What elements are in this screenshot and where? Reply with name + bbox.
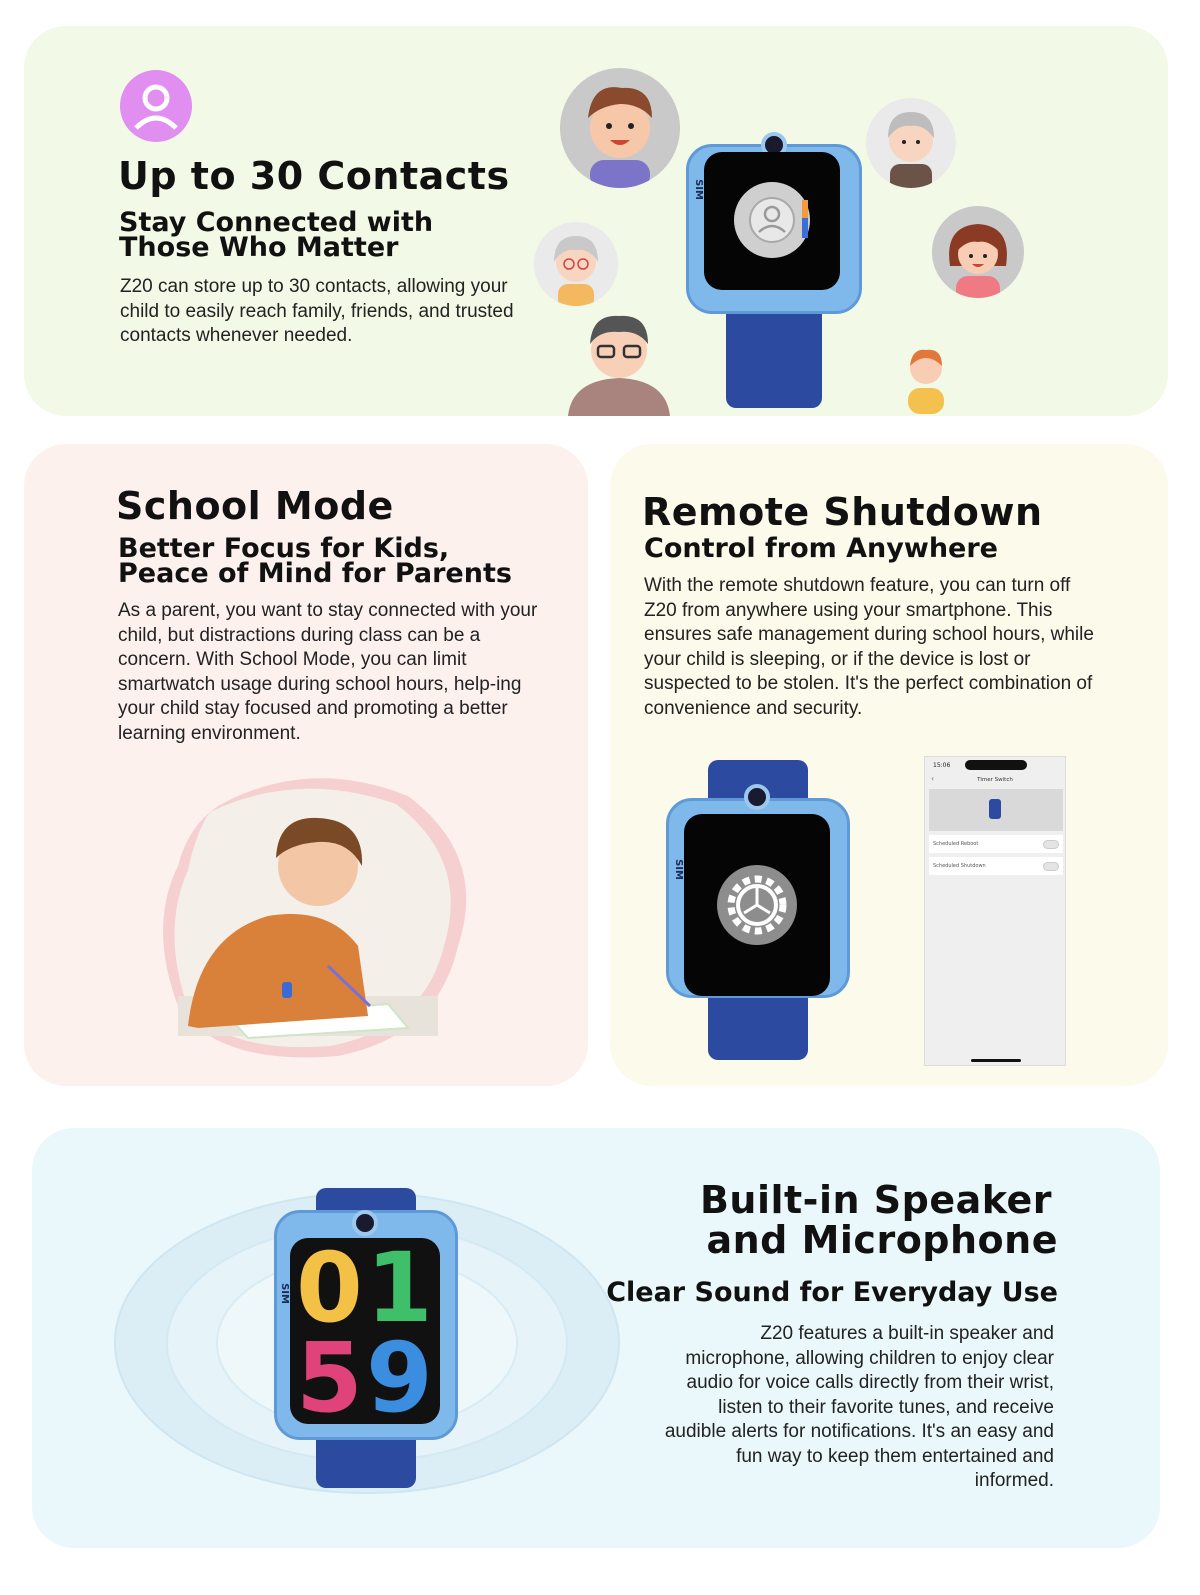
speaker-subtitle: Clear Sound for Everyday Use [606,1277,1058,1308]
scheduled-shutdown-label: Scheduled Shutdown [933,863,986,869]
phone-dynamic-island [965,760,1027,770]
phone-screenshot [924,756,1066,1066]
school-mode-subtitle: Better Focus for Kids, Peace of Mind for Parents [118,533,512,589]
school-mode-body: As a parent, you want to stay connected with your child, but distractions during class can be a concern. With School Mode, you can limit smartwatch usage during school hours, help-ing your child stay focused and promoting a better learning environment. [118,600,538,744]
speaker-title-line2: and Microphone [706,1218,1058,1262]
school-mode-title: School Mode [116,484,394,528]
clock-digit-4: 9 [366,1322,433,1424]
phone-watch-preview [929,789,1063,831]
contacts-title: Up to 30 Contacts [118,154,510,198]
user-circle-icon [120,70,192,142]
grandpa-avatar [564,308,674,416]
clock-digit-2: 1 [366,1238,433,1344]
speaker-card [32,1128,1160,1548]
clock-digit-1: 0 [296,1238,363,1344]
contact-profile-icon [732,180,812,260]
watch-sim-label: SIM [278,1283,290,1304]
speaker-body: Z20 features a built-in speaker and microphone, allowing children to enjoy clear audio for voice calls directly from their wrist, listen to their favorite tunes, and receive audible alerts for notifications. It's an easy and fun way to keep them entertained and informed. [664,1323,1054,1491]
scheduled-reboot-label: Scheduled Reboot [933,841,979,847]
scheduled-reboot-toggle[interactable] [1043,840,1059,849]
dad-avatar [560,68,680,188]
phone-status-time: 15:06 [933,762,951,769]
grandma-avatar-left [534,222,618,306]
speaker-watch [274,1188,458,1488]
shutdown-watch [666,760,850,1060]
home-indicator [971,1059,1021,1062]
clock-digit-3: 5 [296,1322,363,1424]
contacts-subtitle: Stay Connected with Those Who Matter [119,207,434,263]
phone-screen-title: Timer Switch [977,777,1013,783]
scheduled-shutdown-row[interactable] [929,857,1063,875]
contacts-body: Z20 can store up to 30 contacts, allowing your child to easily reach family, friends, and trusted contacts whenever needed. [120,276,514,346]
school-mode-card [24,444,588,1086]
watch-sim-label: SIM [672,859,684,880]
watch-sim-label: SIM [692,179,704,200]
scheduled-shutdown-toggle[interactable] [1043,862,1059,871]
grandma-avatar-top [866,98,956,188]
mom-avatar [932,206,1024,298]
remote-shutdown-subtitle: Control from Anywhere [644,533,998,564]
contacts-watch [684,130,864,410]
remote-shutdown-body: With the remote shutdown feature, you can turn off Z20 from anywhere using your smartphone. This ensures safe management during school hours, while your child is sleeping, or if the device is lost or suspected to be stolen. It's the perfect combination of convenience and security. [644,575,1094,719]
back-chevron-icon[interactable]: ‹ [931,774,935,783]
contacts-card [24,26,1168,416]
remote-shutdown-title: Remote Shutdown [642,490,1043,534]
speaker-title-line1: Built-in Speaker [699,1178,1052,1222]
scheduled-reboot-row[interactable] [929,835,1063,853]
remote-shutdown-card [610,444,1168,1086]
student-photo [158,766,488,1066]
kid-avatar [904,344,948,414]
gear-icon [716,864,798,946]
